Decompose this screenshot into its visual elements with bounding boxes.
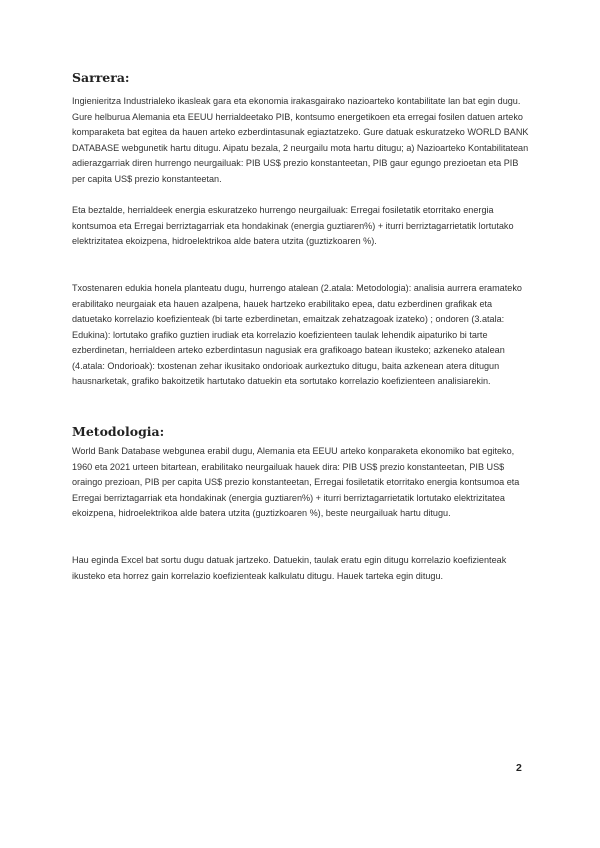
paragraph-energy-indicators: Eta beztalde, herrialdeek energia eskuratzeko hurrengo neurgailuak: Erregai fosiletatik etorritako energia kontsumoa eta Erregai berriztagarriak eta hondakinak (energia guztiaren%) + iturri berriztagarrietatik lortutako elektrizitatea ekoizpena, hidroelektrikoa alde batera utzita (guztizkoaren %). — [72, 205, 514, 246]
section-heading-sarrera: Sarrera: — [72, 70, 130, 85]
paragraph-excel: Hau eginda Excel bat sortu dugu datuak jartzeko. Datuekin, taulak eratu egin ditugu korrelazio koefizienteak ikusteko eta horrez gain korrelazio koefizienteak kalkulatu ditugu. Hauek tarteka egin ditugu. — [72, 555, 507, 581]
page-number: 2 — [516, 762, 522, 774]
paragraph-report-structure: Txostenaren edukia honela planteatu dugu, hurrengo atalean (2.atala: Metodologia): analisia aurrera eramateko erabilitako neurgaiak eta hauen azalpena, hauek hartzeko erabilitako epea, datu ezberdinen grafikak eta datuetako korrelazio koefizienteak (bi tarte ezberdinetan, emaitzak zehatzagoak izateko) ; ondoren (3.atala: Edukina): lortutako grafiko guztien irudiak eta korrelazio koefizienteen taulak lehendik aipaturiko bi tarte ezberdinetan, herrialdeen arteko ezberdintasun nagusiak era grafikoago batean ikusteko; azkeneko atalean (4.atala: Ondorioak): txostenan zehar ikusitako ondorioak aurkeztuko ditugu, baita azkenean atera ditugun hausnarketak, grafiko bakoitzetik hartutako datuekin eta sortutako korrelazio koefizienteen analisiarekin. — [72, 283, 522, 386]
section-heading-metodologia: Metodologia: — [72, 424, 165, 439]
paragraph-methodology: World Bank Database webgunea erabil dugu, Alemania eta EEUU arteko konparaketa ekonomiko bat egiteko, 1960 eta 2021 urteen bitartean, erabilitako neurgailuak hauek dira: PIB US$ prezio konstanteetan, PIB US$ oraingo prezioan, PIB per capita US$ prezio konstanteetan, Erregai fosiletatik etorritako energia kontsumoa eta Erregai berriztagarriak eta hondakinak (energia guztiaren%) + iturri berriztagarrietatik lortutako elektrizitatea ekoizpena, hidroelektrikoa alde batera utzita (guztizkoaren %), beste neurgailuak hartu ditugu. — [72, 446, 520, 518]
paragraph-intro: Ingienieritza Industrialeko ikasleak gara eta ekonomia irakasgairako nazioarteko kontabilitate lan bat egin dugu. Gure helburua Alemania eta EEUU herrialdeetako PIB, kontsumo energetikoen eta erregai fosilen datuen arteko komparaketa bat egitea da hauen arteko ezberdintasunak egiaztatzeko. Gure datuak eskuratzeko WORLD BANK DATABASE webgunetik hartu ditugu. Aipatu bezala, 2 neurgailu mota hartu ditugu; a) Nazioarteko Kontabilitatean adierazgarriak diren hurrengo neurgailuak: PIB US$ prezio konstanteetan, PIB gaur egungo prezioetan eta PIB per capita US$ prezio konstanteetan. — [72, 96, 529, 184]
